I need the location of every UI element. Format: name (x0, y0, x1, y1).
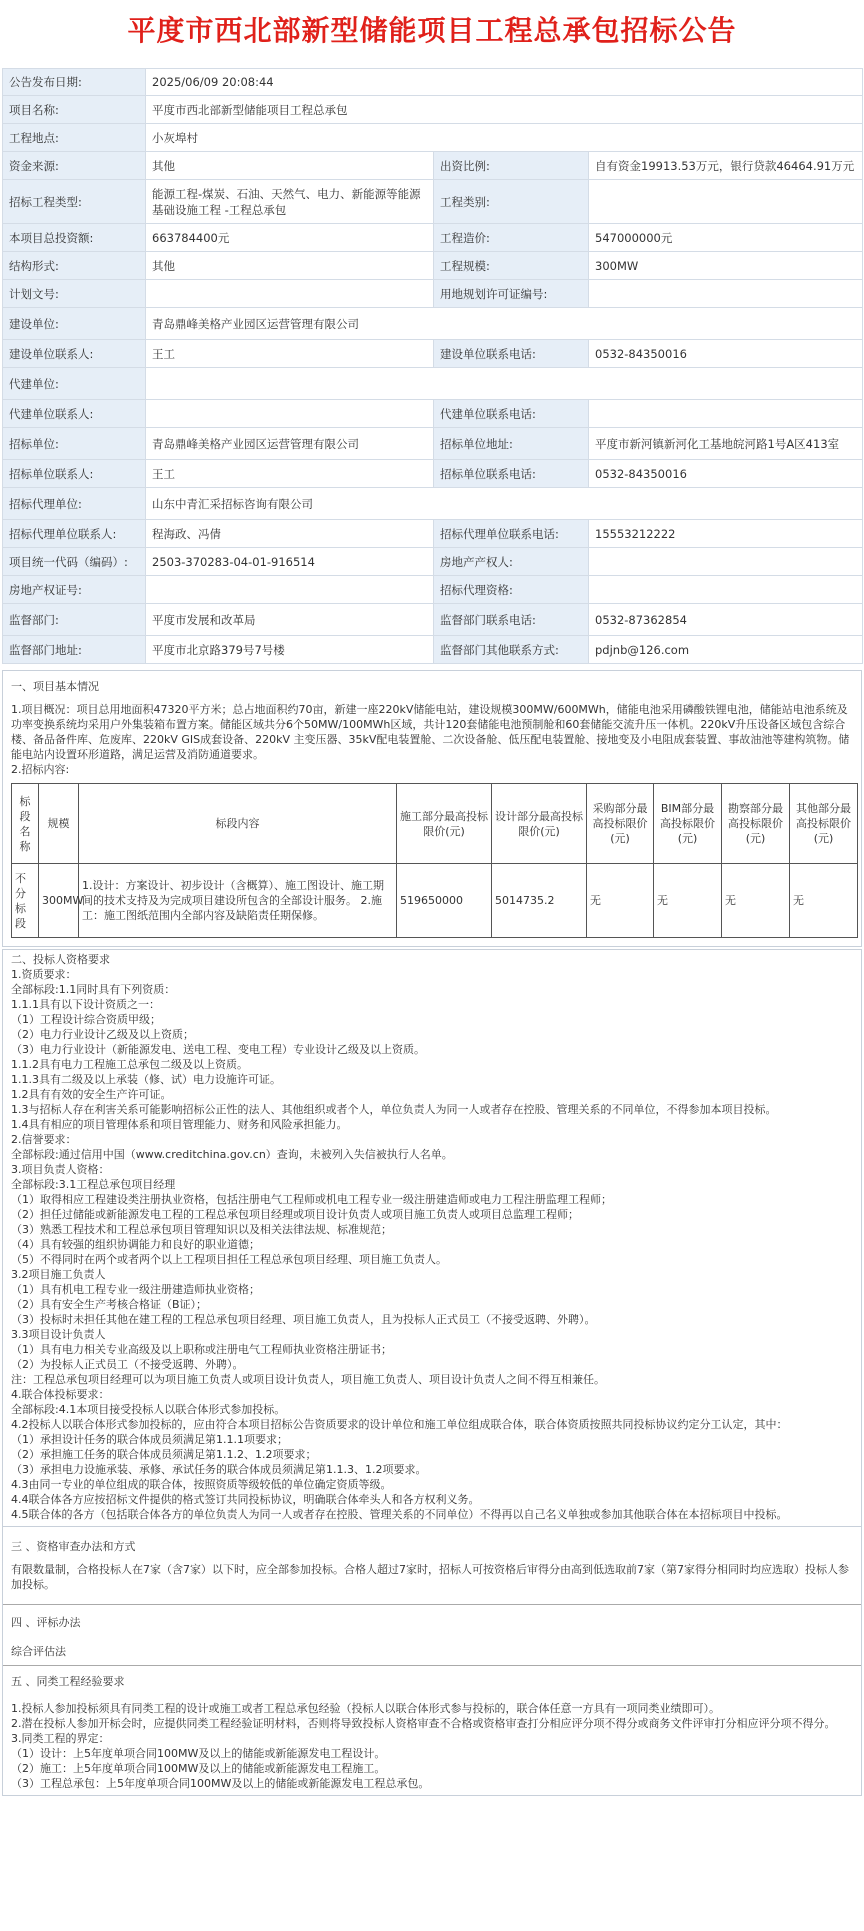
table-cell: 不分标段 (12, 864, 39, 938)
text-line: （1）取得相应工程建设类注册执业资格，包括注册电气工程师或机电工程专业一级注册建造师或电力工程注册监理工程师； (11, 1193, 612, 1206)
project-name-value: 平度市西北部新型储能项目工程总承包 (146, 96, 863, 124)
text-line: （2）具有安全生产考核合格证（B证）； (11, 1298, 208, 1311)
info-row (3, 152, 863, 180)
info-label: 用地规划许可证编号: (434, 280, 589, 308)
info-row (3, 428, 863, 460)
property-cert-value (146, 576, 434, 604)
info-label: 房地产权证号: (3, 576, 146, 604)
info-label: 工程造价: (434, 224, 589, 252)
info-label: 项目名称: (3, 96, 146, 124)
text-line: （3）投标时未担任其他在建工程的工程总承包项目经理、项目施工负责人，且为投标人正式员工（不接受返聘、外聘）。 (11, 1313, 596, 1326)
info-row (3, 280, 863, 308)
info-label: 建设单位: (3, 308, 146, 340)
table-cell: 519650000 (397, 864, 492, 938)
text-line: 3.项目负责人资格： (11, 1163, 110, 1176)
text-line: 注：工程总承包项目经理可以为项目施工负责人或项目设计负责人，项目施工负责人、项目设计负责人之间不得互相兼任。 (11, 1373, 605, 1386)
agency-qual-value (589, 576, 863, 604)
total-invest-value: 663784400元 (146, 224, 434, 252)
text-line: 1.1.3具有二级及以上承装（修、试）电力设施许可证。 (11, 1073, 281, 1086)
column-header: 采购部分最高投标限价(元) (587, 784, 654, 864)
text-line: 1.1.2具有电力工程施工总承包二级及以上资质。 (11, 1058, 248, 1071)
info-label: 代建单位联系电话: (434, 400, 589, 428)
info-label: 监督部门: (3, 604, 146, 636)
info-row (3, 340, 863, 368)
text-line: （4）具有较强的组织协调能力和良好的职业道德； (11, 1238, 260, 1251)
agent-build-phone-value (589, 400, 863, 428)
property-owner-value (589, 548, 863, 576)
eng-category-value (589, 180, 863, 224)
structure-value: 其他 (146, 252, 434, 280)
info-label: 招标单位联系人: (3, 460, 146, 488)
info-row (3, 368, 863, 400)
info-label: 房地产产权人: (434, 548, 589, 576)
text-line: （3）电力行业设计（新能源发电、送电工程、变电工程）专业设计乙级及以上资质。 (11, 1043, 425, 1056)
text-line: 全部标段:通过信用中国（www.creditchina.gov.cn）查询，未被列入失信被执行人名单。 (11, 1148, 453, 1161)
section-heading: 三 、资格审查办法和方式 (11, 1540, 136, 1553)
column-header: 勘察部分最高投标限价(元) (722, 784, 790, 864)
info-row (3, 69, 863, 96)
text-line: 3.2项目施工负责人 (11, 1268, 106, 1281)
info-label: 招标工程类型: (3, 180, 146, 224)
agent-build-value (146, 368, 863, 400)
plan-no-value (146, 280, 434, 308)
info-row (3, 520, 863, 548)
info-row (3, 308, 863, 340)
info-label: 代建单位: (3, 368, 146, 400)
info-label: 招标代理单位联系人: (3, 520, 146, 548)
text-line: （1）具有电力相关专业高级及以上职称或注册电气工程师执业资格注册证书； (11, 1343, 392, 1356)
info-row (3, 180, 863, 224)
info-label: 招标单位地址: (434, 428, 589, 460)
text-line: （2）电力行业设计乙级及以上资质； (11, 1028, 194, 1041)
review-method-text: 有限数量制，合格投标人在7家（含7家）以下时，应全部参加投标。合格人超过7家时，招标人可按资格后审得分由高到低选取前7家（第7家得分相同时均应选取）投标人参加投标。 (11, 1563, 849, 1591)
info-label: 出资比例: (434, 152, 589, 180)
text-line: 全部标段:1.1同时具有下列资质： (11, 983, 176, 996)
text-line: （1）设计：上5年度单项合同100MW及以上的储能或新能源发电工程设计。 (11, 1747, 386, 1760)
section-heading: 二、投标人资格要求 (11, 953, 110, 966)
text-line: 1.2具有有效的安全生产许可证。 (11, 1088, 172, 1101)
text-line: （5）不得同时在两个或者两个以上工程项目担任工程总承包项目经理、项目施工负责人。 (11, 1253, 447, 1266)
divider (3, 1604, 861, 1605)
supervisor-addr-value: 平度市北京路379号7号楼 (146, 636, 434, 664)
table-cell: 无 (654, 864, 722, 938)
supervisor-value: 平度市发展和改革局 (146, 604, 434, 636)
supervisor-phone-value: 0532-87362854 (589, 604, 863, 636)
builder-phone-value: 0532-84350016 (589, 340, 863, 368)
info-label: 监督部门联系电话: (434, 604, 589, 636)
text-line: 1.3与招标人存在利害关系可能影响招标公正性的法人、其他组织或者个人，单位负责人为同一人或者存在控股、管理关系的不同单位，不得参加本项目投标。 (11, 1103, 777, 1116)
text-line: 3.同类工程的界定： (11, 1732, 110, 1745)
info-label: 建设单位联系人: (3, 340, 146, 368)
info-row (3, 224, 863, 252)
agency-value: 山东中青汇采招标咨询有限公司 (146, 488, 863, 520)
column-header: 标段内容 (79, 784, 397, 864)
info-row (3, 488, 863, 520)
text-line: 4.联合体投标要求： (11, 1388, 110, 1401)
info-label: 结构形式: (3, 252, 146, 280)
text-line: （2）为投标人正式员工（不接受返聘、外聘）。 (11, 1358, 244, 1371)
text-line: （2）承担施工任务的联合体成员须满足第1.1.2、1.2项要求； (11, 1448, 317, 1461)
text-line: 全部标段:4.1本项目接受投标人以联合体形式参加投标。 (11, 1403, 286, 1416)
info-row (3, 460, 863, 488)
info-label: 工程类别: (434, 180, 589, 224)
info-row (3, 636, 863, 664)
fund-source-value: 其他 (146, 152, 434, 180)
text-line: 3.3项目设计负责人 (11, 1328, 106, 1341)
info-label: 资金来源: (3, 152, 146, 180)
agency-phone-value: 15553212222 (589, 520, 863, 548)
info-label: 代建单位联系人: (3, 400, 146, 428)
text-line: （3）熟悉工程技术和工程总承包项目管理知识以及相关法律法规、标准规范； (11, 1223, 392, 1236)
text-line: 1.资质要求： (11, 968, 77, 981)
text-line: （1）具有机电工程专业一级注册建造师执业资格； (11, 1283, 260, 1296)
text-line: （1）工程设计综合资质甲级； (11, 1013, 161, 1026)
supervisor-other-value: pdjnb@126.com (589, 636, 863, 664)
bid-section-table (11, 783, 858, 938)
table-cell: 300MW (39, 864, 79, 938)
page-title: 平度市西北部新型储能项目工程总承包招标公告 (127, 14, 737, 47)
section-heading: 四 、评标办法 (11, 1616, 81, 1629)
scale-value: 300MW (589, 252, 863, 280)
builder-value: 青岛鼎峰美格产业园区运营管理有限公司 (146, 308, 863, 340)
info-label: 招标单位: (3, 428, 146, 460)
info-row (3, 548, 863, 576)
agency-contact-value: 程海政、冯倩 (146, 520, 434, 548)
section-project-basics (2, 670, 862, 947)
info-row (3, 576, 863, 604)
table-header-row (12, 784, 858, 864)
info-label: 工程地点: (3, 124, 146, 152)
section-heading: 一、项目基本情况 (11, 680, 99, 693)
table-cell: 1.设计：方案设计、初步设计（含概算）、施工图设计、施工期间的技术支持及为完成项目建设所包含的全部设计服务。 2.施工：施工图纸范围内全部内容及缺陷责任期保修。 (79, 864, 397, 938)
location-value: 小灰埠村 (146, 124, 863, 152)
column-header: 设计部分最高投标限价(元) (492, 784, 587, 864)
bid-type-value: 能源工程-煤炭、石油、天然气、电力、新能源等能源基础设施工程 -工程总承包 (146, 180, 434, 224)
text-line: 1.1.1具有以下设计资质之一： (11, 998, 160, 1011)
section-remaining (2, 1527, 862, 1796)
text-line: 4.4联合体各方应按招标文件提供的格式签订共同投标协议，明确联合体牵头人和各方权利义务。 (11, 1493, 480, 1506)
column-header: 其他部分最高投标限价(元) (790, 784, 858, 864)
text-line: 4.5联合体的各方（包括联合体各方的单位负责人为同一人或者存在控股、管理关系的不同单位）不得再以自己名义单独或参加其他联合体在本招标项目中投标。 (11, 1508, 788, 1521)
text-line: 2.潜在投标人参加开标会时，应提供同类工程经验证明材料，否则将导致投标人资格审查不合格或资格审查打分相应评分项不得分或商务文件评审打分相应评分项不得分。 (11, 1717, 836, 1730)
info-row (3, 604, 863, 636)
info-label: 项目统一代码（编码）: (3, 548, 146, 576)
builder-contact-value: 王工 (146, 340, 434, 368)
info-row (3, 252, 863, 280)
fund-ratio-value: 自有资金19913.53万元，银行贷款46464.91万元 (589, 152, 863, 180)
column-header: 施工部分最高投标限价(元) (397, 784, 492, 864)
text-line: （3）工程总承包：上5年度单项合同100MW及以上的储能或新能源发电工程总承包。 (11, 1777, 430, 1790)
text-line: （1）承担设计任务的联合体成员须满足第1.1.1项要求； (11, 1433, 288, 1446)
text-line: 4.3由同一专业的单位组成的联合体，按照资质等级较低的单位确定资质等级。 (11, 1478, 392, 1491)
text-line: （2）担任过储能或新能源发电工程的工程总承包项目经理或项目设计负责人或项目施工负责人或项目总监理工程师； (11, 1208, 579, 1221)
text-line: 2.信誉要求： (11, 1133, 77, 1146)
info-row (3, 96, 863, 124)
project-overview-text: 1.项目概况：项目总用地面积47320平方米；总占地面积约70亩，新建一座220kV储能电站，建设规模300MW/600MWh，储能电池采用磷酸铁锂电池，储能站电池系统及功率变换系统均采用户外集装箱布置方案。储能区域共分6个50MW/100MWh区域，共计120套储能电池预制舱和60套储能交流升压一体机。220kV升压设备区域包含综合楼、备品备件库、危废库、220kV GIS成套设备、220kV 主变压器、35kV配电装置舱、二次设备舱、低压配电装置舱、接地变及小电阻成套装置、事故油池等建构筑物。储能电站内设置环形道路，满足运营及消防通道要求。 (11, 703, 850, 761)
tenderer-value: 青岛鼎峰美格产业园区运营管理有限公司 (146, 428, 434, 460)
info-label: 招标代理单位联系电话: (434, 520, 589, 548)
info-label: 计划文号: (3, 280, 146, 308)
table-cell: 无 (587, 864, 654, 938)
text-line: 1.投标人参加投标须具有同类工程的设计或施工或者工程总承包经验（投标人以联合体形式参与投标的，联合体任意一方具有一项同类业绩即可）。 (11, 1702, 720, 1715)
column-header: 标段名称 (12, 784, 39, 864)
table-cell: 无 (722, 864, 790, 938)
section-bidder-qualifications (2, 949, 862, 1527)
text-line: （2）施工：上5年度单项合同100MW及以上的储能或新能源发电工程施工。 (11, 1762, 386, 1775)
info-row (3, 400, 863, 428)
text-line: 全部标段:3.1工程总承包项目经理 (11, 1178, 176, 1191)
table-cell: 无 (790, 864, 858, 938)
text-line: 4.2投标人以联合体形式参加投标的，应由符合本项目招标公告资质要求的设计单位和施工单位组成联合体，联合体资质按照共同投标协议约定分工认定，其中： (11, 1418, 788, 1431)
tenderer-phone-value: 0532-84350016 (589, 460, 863, 488)
column-header: BIM部分最高投标限价(元) (654, 784, 722, 864)
column-header: 规模 (39, 784, 79, 864)
agent-build-contact-value (146, 400, 434, 428)
info-label: 监督部门其他联系方式: (434, 636, 589, 664)
evaluation-method-text: 综合评估法 (11, 1645, 66, 1658)
land-permit-value (589, 280, 863, 308)
table-cell: 5014735.2 (492, 864, 587, 938)
info-label: 本项目总投资额: (3, 224, 146, 252)
table-row (12, 864, 858, 938)
project-info-table (2, 68, 863, 664)
text-line: 1.4具有相应的项目管理体系和项目管理能力、财务和风险承担能力。 (11, 1118, 348, 1131)
info-label: 工程规模: (434, 252, 589, 280)
info-label: 公告发布日期: (3, 69, 146, 96)
tenderer-contact-value: 王工 (146, 460, 434, 488)
project-code-value: 2503-370283-04-01-916514 (146, 548, 434, 576)
section-heading: 五 、同类工程经验要求 (11, 1675, 125, 1688)
bid-content-label: 2.招标内容: (11, 763, 70, 776)
info-label: 招标单位联系电话: (434, 460, 589, 488)
info-label: 招标代理资格: (434, 576, 589, 604)
info-label: 招标代理单位: (3, 488, 146, 520)
info-row (3, 124, 863, 152)
cost-value: 547000000元 (589, 224, 863, 252)
publish-date-value: 2025/06/09 20:08:44 (146, 69, 863, 96)
text-line: （3）承担电力设施承装、承修、承试任务的联合体成员须满足第1.1.3、1.2项要求。 (11, 1463, 427, 1476)
tenderer-addr-value: 平度市新河镇新河化工基地皖河路1号A区413室 (589, 428, 863, 460)
divider (3, 1665, 861, 1666)
info-label: 监督部门地址: (3, 636, 146, 664)
info-label: 建设单位联系电话: (434, 340, 589, 368)
